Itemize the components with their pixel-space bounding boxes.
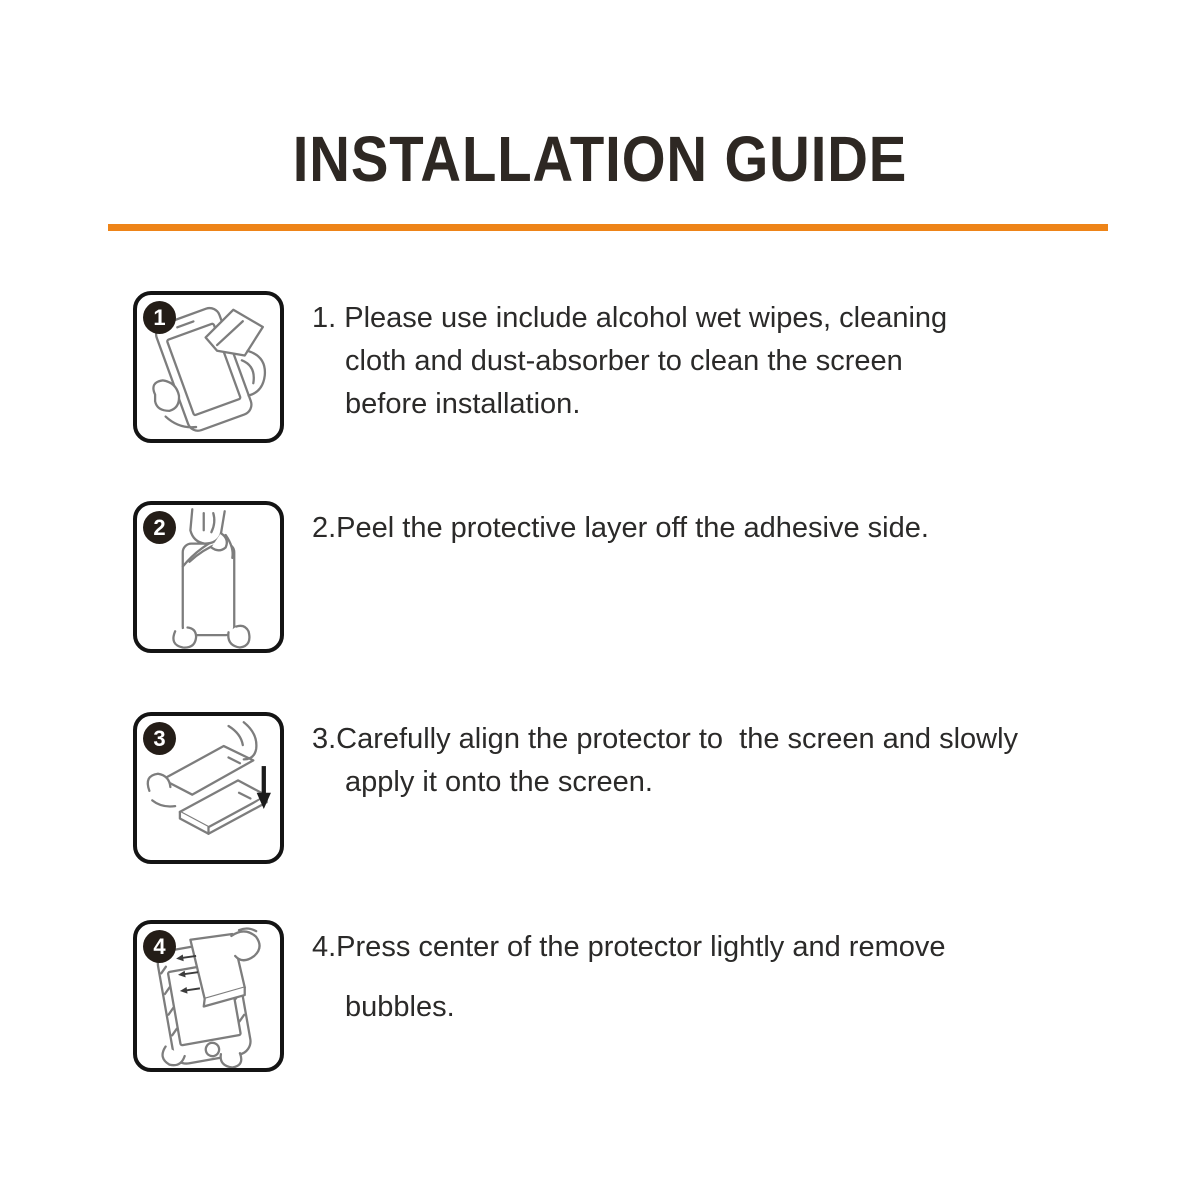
step-3-line-1: 3.Carefully align the protector to the screen and slowly bbox=[312, 723, 1019, 755]
step-1-line-3: before installation. bbox=[345, 388, 581, 420]
step-1-line-1: 1. Please use include alcohol wet wipes, cleaning bbox=[312, 302, 948, 334]
step-4-line-2: bubbles. bbox=[345, 991, 455, 1023]
step-1-line-2: cloth and dust-absorber to clean the screen bbox=[345, 345, 903, 377]
step-3-text bbox=[312, 718, 1112, 804]
step-4 bbox=[0, 920, 1200, 1080]
step-4-illustration-box bbox=[133, 920, 284, 1072]
step-3 bbox=[0, 712, 1200, 872]
step-4-line-1: 4.Press center of the protector lightly and remove bbox=[312, 931, 946, 963]
orange-divider bbox=[108, 224, 1108, 231]
step-3-line-2: apply it onto the screen. bbox=[345, 766, 653, 798]
step-1-text bbox=[312, 297, 1112, 426]
step-2-line-1: 2.Peel the protective layer off the adhesive side. bbox=[312, 512, 929, 544]
step-2 bbox=[0, 501, 1200, 661]
step-4-text bbox=[312, 926, 1112, 1029]
step-1 bbox=[0, 291, 1200, 451]
step-1-illustration-box bbox=[133, 291, 284, 443]
step-2-text bbox=[312, 507, 1112, 550]
step-2-number-badge: 2 bbox=[143, 511, 176, 544]
step-1-number-badge: 1 bbox=[143, 301, 176, 334]
page-title: INSTALLATION GUIDE bbox=[292, 123, 908, 195]
step-3-illustration-box bbox=[133, 712, 284, 864]
step-4-number-badge: 4 bbox=[143, 930, 176, 963]
step-2-illustration-box bbox=[133, 501, 284, 653]
step-3-number-badge: 3 bbox=[143, 722, 176, 755]
